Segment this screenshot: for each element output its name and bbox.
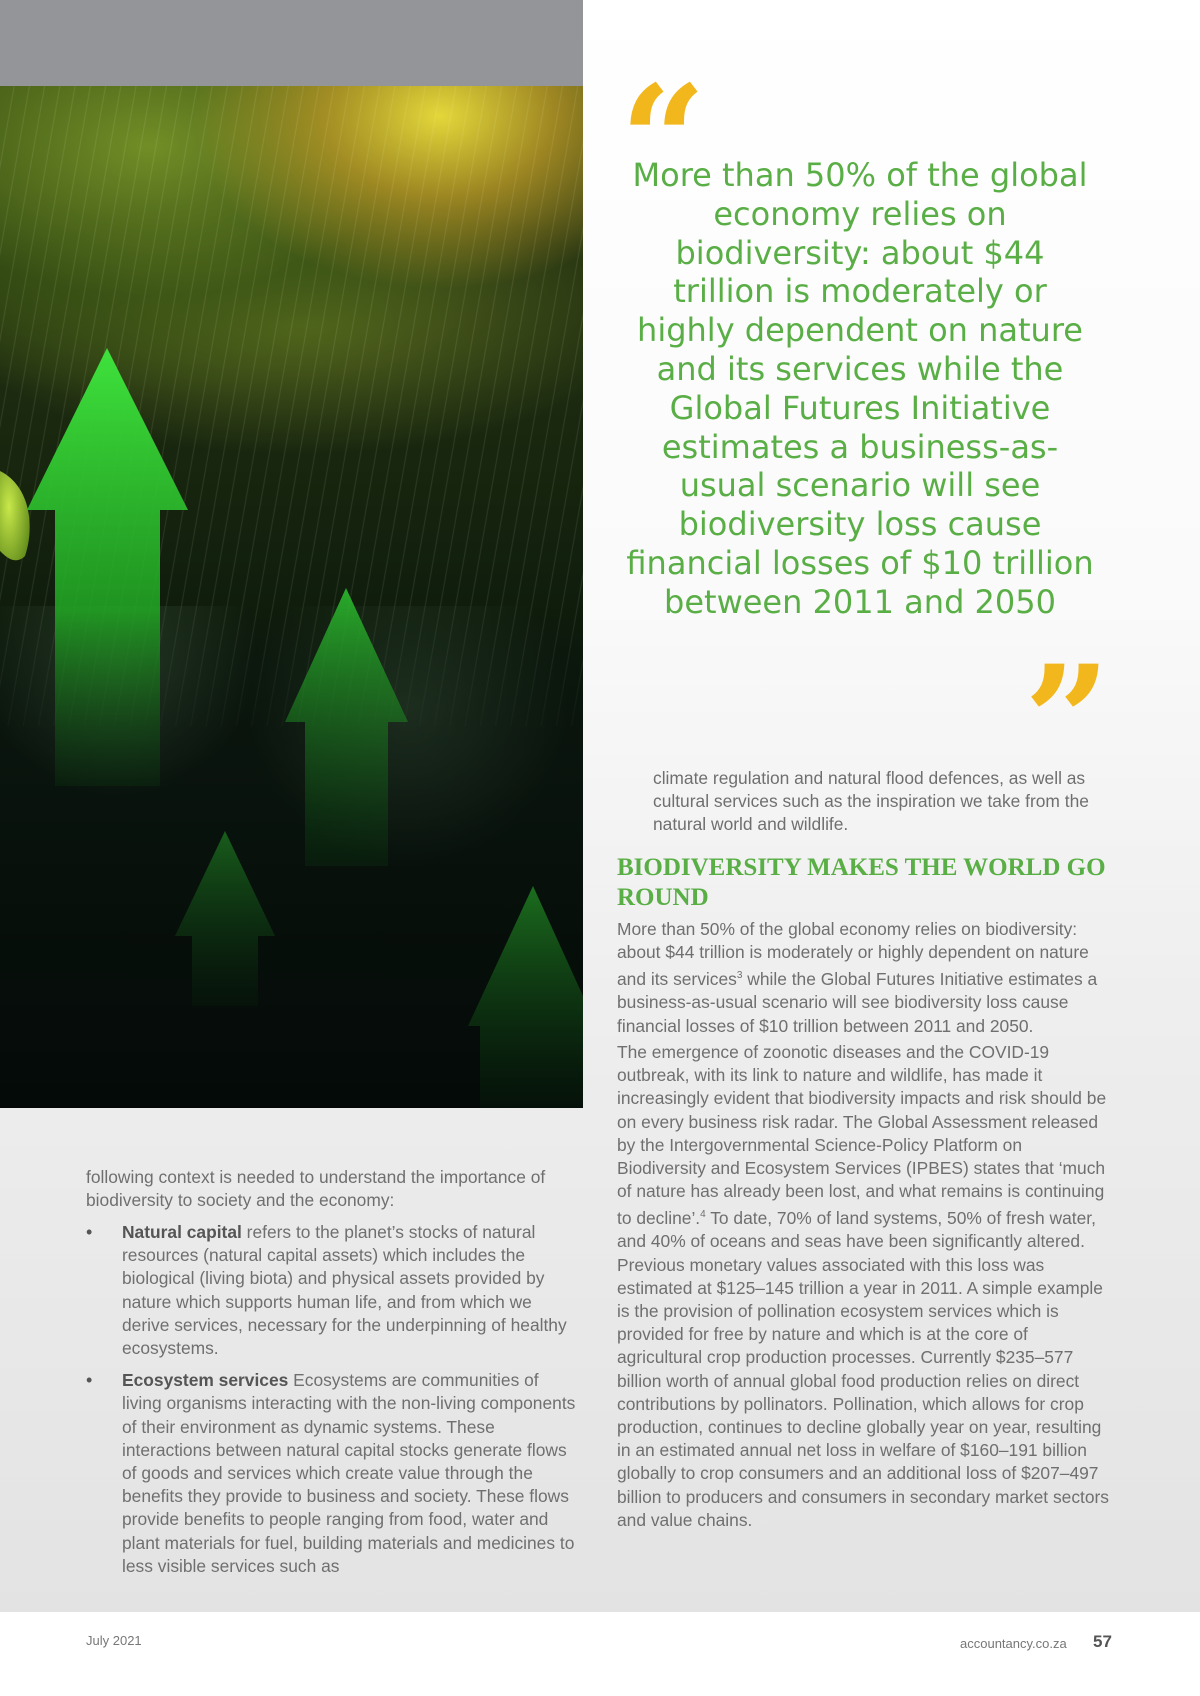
bullet-icon: • [86, 1222, 93, 1242]
footer-website-link[interactable]: accountancy.co.za [960, 1636, 1067, 1651]
para1-text-a: More than 50% of the global economy relies on biodiversity: about $44 trillion is moderately or highly dependent on nature and its services [617, 919, 1089, 990]
pull-quote: More than 50% of the global economy relies on biodiversity: about $44 trillion is moderately or highly dependent on nature and its services while the Global Futures Initiative estimates a business-as-usual scenario will see biodiversity loss cause financial losses of $10 trillion between 2011 and 2050 [626, 156, 1094, 621]
definition-list [86, 1221, 576, 1587]
header-grey-band [0, 0, 583, 86]
body-paragraph-2 [617, 1041, 1112, 1532]
close-quote-icon: ” [1024, 633, 1111, 809]
para2-text-a: The emergence of zoonotic diseases and the COVID-19 outbreak, with its link to nature and wildlife, has made it increasingly evident that biodiversity impacts and risk should be on every business risk radar. The Global Assessment released by the Intergovernmental Science-Policy Platform on Biodiversity and Ecosystem Services (IPBES) states that ‘much of nature has already been lost, and what remains is continuing to decline’. [617, 1042, 1107, 1229]
right-arrow-icon [468, 886, 583, 1108]
left-intro-paragraph: following context is needed to understand the importance of biodiversity to society and the economy: [86, 1167, 546, 1211]
definition-text: refers to the planet’s stocks of natural resources (natural capital assets) which includes the biological (living biota) and physical assets provided by nature which supports human life, and from which we derive services, necessary for the underpinning of healthy ecosystems. [122, 1222, 567, 1359]
page-number: 57 [1093, 1632, 1112, 1651]
list-item [86, 1369, 576, 1578]
leaf-shape [0, 471, 30, 560]
list-item [86, 1221, 576, 1360]
footnote-ref-3: 3 [736, 970, 743, 982]
continued-paragraph: climate regulation and natural flood defences, as well as cultural services such as the inspiration we take from the natural world and wildlife. [653, 768, 1089, 835]
mid-arrow-icon [285, 588, 408, 866]
big-arrow-icon [27, 348, 188, 786]
section-heading: BIODIVERSITY MAKES THE WORLD GO ROUND [617, 854, 1106, 911]
para2-text-b: To date, 70% of land systems, 50% of fresh water, and 40% of oceans and seas have been significantly altered. Previous monetary values associated with this loss was estimated at $125–145 trillion a year in 2011. A simple example is the provision of pollination ecosystem services which is provided for free by nature and which is at the core of agricultural crop production processes. Currently $235–577 billion worth of annual global food production relies on direct contributions by pollinators. Pollination, which allows for crop production, continues to decline globally year on year, resulting in an estimated annual net loss in welfare of $160–191 billion globally to crop consumers and an additional loss of $207–497 billion to producers and consumers in secondary market sectors and value chains. [617, 1208, 1109, 1530]
definition-text: Ecosystems are communities of living organisms interacting with the non-living components of their environment as dynamic systems. These interactions between natural capital stocks generate flows of goods and services which create value through the benefits they provide to business and society. These flows provide benefits to people ranging from food, water and plant materials for fuel, building materials and medicines to less visible services such as [122, 1370, 576, 1576]
footer-date: July 2021 [86, 1633, 142, 1648]
term-ecosystem-services: Ecosystem services [122, 1370, 289, 1391]
term-natural-capital: Natural capital [122, 1222, 242, 1242]
small-arrow-icon [175, 831, 275, 1006]
arrow-shapes [0, 86, 583, 1108]
body-paragraph-1 [617, 918, 1112, 1038]
footnote-ref-4: 4 [700, 1209, 706, 1221]
bullet-icon: • [86, 1370, 93, 1391]
green-arrows-photo [0, 86, 583, 1108]
open-quote-icon: “ [620, 53, 707, 229]
para1-text-b: while the Global Futures Initiative estimates a business-as-usual scenario will see biodiversity loss cause financial losses of $10 trillion between 2011 and 2050. [617, 969, 1098, 1036]
